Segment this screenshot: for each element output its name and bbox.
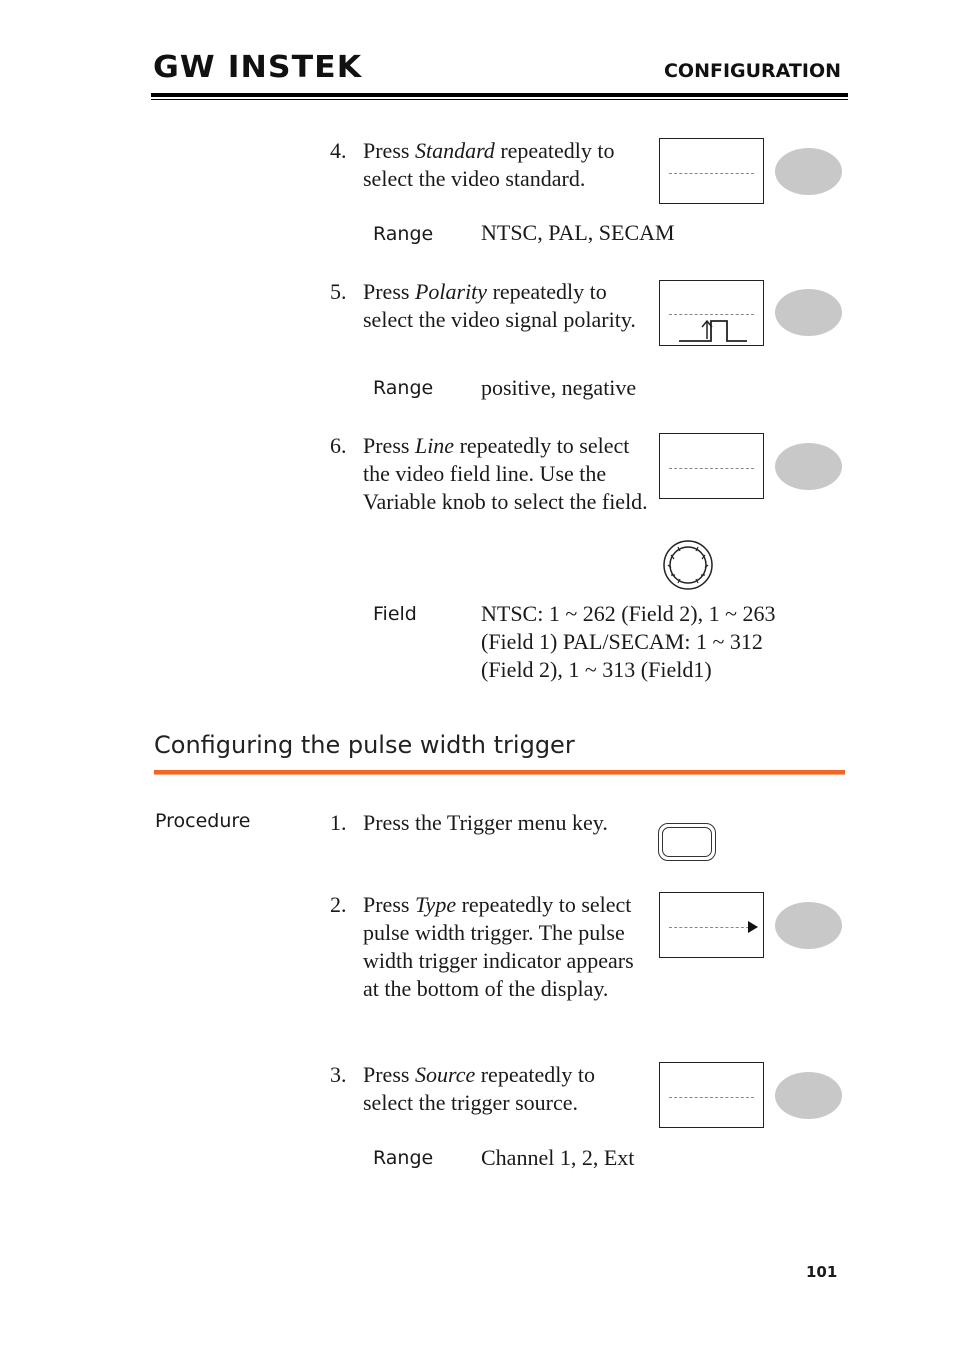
softkey-source-display <box>659 1062 764 1128</box>
step-text: Press Type repeatedly to select pulse width trigger. The pulse width trigger indicator appears at the bottom of the display. <box>363 892 634 1001</box>
param-value: NTSC: 1 ~ 262 (Field 2), 1 ~ 263 (Field 1) PAL/SECAM: 1 ~ 312 (Field 2), 1 ~ 313 (Field1) <box>481 601 776 682</box>
variable-knob-icon[interactable] <box>661 538 715 592</box>
dashed-line-icon <box>669 1097 754 1098</box>
step-text: Press Line repeatedly to select the video field line. Use the Variable knob to select the field. <box>363 433 648 514</box>
step-number: 5. <box>330 279 347 304</box>
param-value: positive, negative <box>481 375 637 400</box>
function-button[interactable] <box>775 902 842 949</box>
key-name: Polarity <box>414 279 488 304</box>
dashed-line-icon <box>669 314 754 315</box>
param-label: Range <box>373 223 434 245</box>
function-button[interactable] <box>775 1072 842 1119</box>
section-heading: Configuring the pulse width trigger <box>154 731 575 759</box>
key-name: Type <box>414 892 457 917</box>
header-rule-thin <box>151 99 848 100</box>
dashed-line-icon <box>669 927 749 928</box>
section-title: CONFIGURATION <box>663 60 841 82</box>
key-name: Source <box>414 1062 476 1087</box>
param-label: Field <box>373 603 417 625</box>
pulse-step-2 <box>330 891 650 1003</box>
step-text: Press Standard repeatedly to select the video standard. <box>363 138 615 191</box>
step-number: 2. <box>330 892 347 917</box>
key-name: Standard <box>414 138 495 163</box>
step-5 <box>330 278 650 334</box>
step-number: 1. <box>330 810 347 835</box>
softkey-standard-display <box>659 138 764 204</box>
step-number: 4. <box>330 138 347 163</box>
brand-logo: GW INSTEK <box>153 50 363 85</box>
dashed-line-icon <box>669 173 754 174</box>
positive-pulse-icon <box>677 317 749 343</box>
heading-rule-shadow <box>154 774 845 775</box>
step-4 <box>330 137 650 193</box>
trigger-menu-key[interactable] <box>658 823 716 861</box>
softkey-polarity-display <box>659 280 764 346</box>
step-text: Press Source repeatedly to select the trigger source. <box>363 1062 595 1115</box>
function-button[interactable] <box>775 148 842 195</box>
pulse-step-1 <box>330 809 660 837</box>
header-rule <box>151 93 848 97</box>
dashed-line-icon <box>669 468 754 469</box>
step-text: Press Polarity repeatedly to select the video signal polarity. <box>363 279 636 332</box>
step-6 <box>330 432 650 516</box>
param-label: Range <box>373 377 434 399</box>
arrow-right-icon <box>748 921 758 933</box>
procedure-label: Procedure <box>155 810 251 832</box>
key-name: Line <box>414 433 455 458</box>
pulse-step-3 <box>330 1061 650 1117</box>
param-value: Channel 1, 2, Ext <box>481 1145 635 1170</box>
param-label: Range <box>373 1147 434 1169</box>
param-value: NTSC, PAL, SECAM <box>481 220 675 245</box>
function-button[interactable] <box>775 289 842 336</box>
page-number: 101 <box>806 1263 838 1281</box>
step-number: 3. <box>330 1062 347 1087</box>
step-text: Press the Trigger menu key. <box>363 810 608 835</box>
softkey-type-display <box>659 892 764 958</box>
function-button[interactable] <box>775 443 842 490</box>
softkey-line-display <box>659 433 764 499</box>
step-number: 6. <box>330 433 347 458</box>
